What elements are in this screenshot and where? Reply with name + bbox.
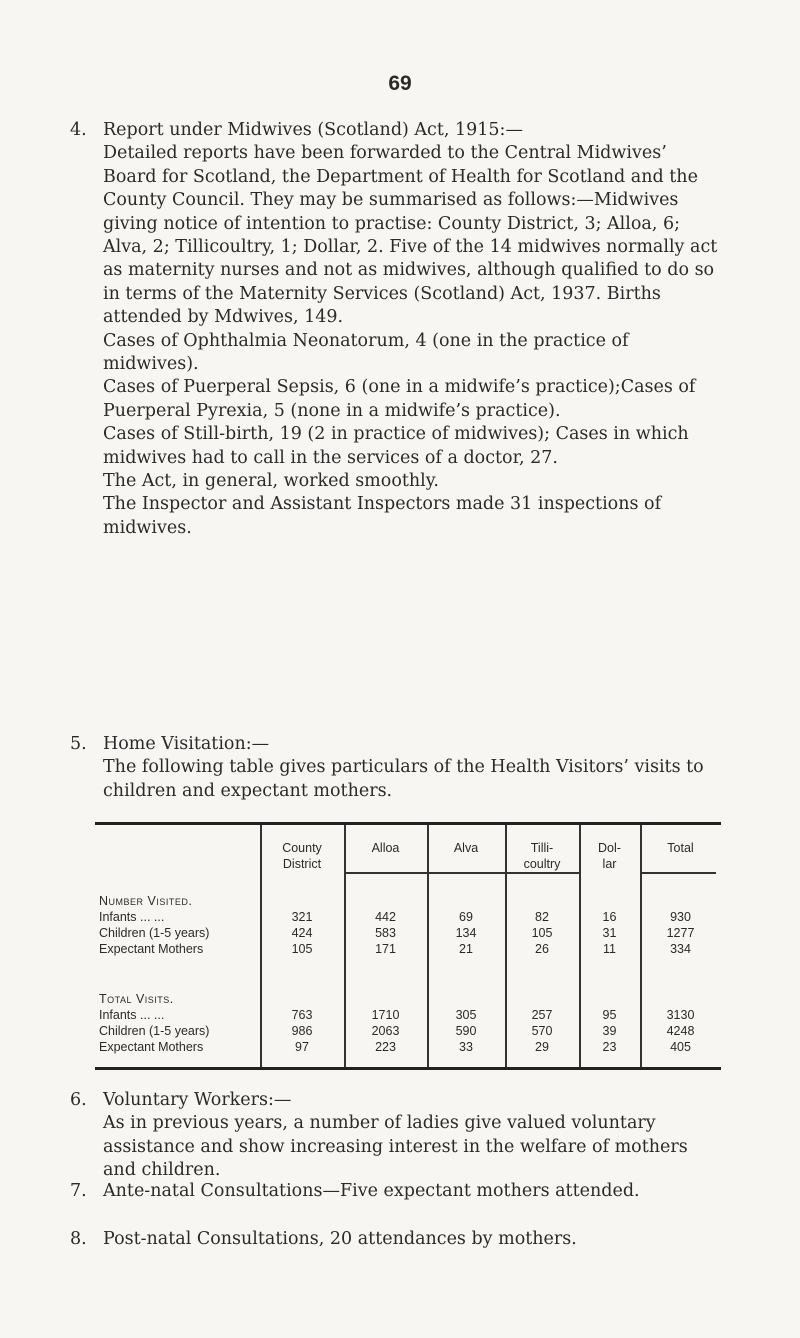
row-label: Expectant Mothers — [99, 1040, 204, 1054]
table-cell: 29 — [535, 1040, 549, 1054]
section-heading: Voluntary Workers:— — [103, 1090, 292, 1110]
col-header-alloa: Alloa — [371, 841, 400, 855]
header-rule — [640, 872, 716, 874]
table-cell: 1710 — [371, 1008, 400, 1022]
row-label: Children (1-5 years) — [99, 1024, 210, 1038]
paragraph: Cases of Ophthalmia Neonatorum, 4 (one in the practice of midwives). — [103, 330, 629, 375]
header-rule — [344, 872, 505, 874]
table-cell: 986 — [291, 1024, 313, 1038]
table-cell: 1277 — [666, 926, 695, 940]
table-cell: 570 — [531, 1024, 553, 1038]
section-body: Post-natal Consultations, 20 attendances by mothers. — [103, 1229, 577, 1249]
table-cell: 26 — [535, 942, 549, 956]
section-body — [103, 756, 720, 803]
table-cell: 4248 — [666, 1024, 695, 1038]
table-cell: 11 — [603, 942, 616, 956]
table-cell: 334 — [670, 942, 691, 956]
col-header-alva: Alva — [453, 841, 479, 855]
table-cell: 3130 — [666, 1008, 695, 1022]
col-header-dollar: Dol- lar — [598, 841, 621, 871]
row-label: Infants ... ... — [99, 1008, 165, 1022]
table-cell: 171 — [375, 942, 396, 956]
section-body — [103, 1112, 720, 1182]
row-label: Expectant Mothers — [99, 942, 204, 956]
row-label: Children (1-5 years) — [99, 926, 210, 940]
table-cell: 31 — [602, 926, 617, 940]
table-top-rule — [95, 822, 721, 825]
header-rule — [505, 872, 579, 874]
row-label: Infants ... ... — [99, 910, 165, 924]
table-cell: 405 — [670, 1040, 691, 1054]
paragraph: The following table gives particulars of the Health Visitors’ visits to children and expectant mothers. — [103, 757, 704, 801]
table-cell: 39 — [602, 1024, 617, 1038]
group-title: Total Visits. — [99, 992, 174, 1006]
table-cell: 583 — [375, 926, 396, 940]
table-cell: 763 — [291, 1008, 313, 1022]
section-body: Ante-natal Consultations—Five expectant mothers attended. — [103, 1181, 640, 1201]
paragraph: Cases of Puerperal Sepsis, 6 (one in a midwife’s practice);Cases of Puerperal Pyrexia, 5 (none in a midwife’s practice). — [103, 377, 696, 421]
section-number: 7. — [70, 1181, 87, 1201]
col-header-total: Total — [667, 841, 694, 855]
group-title: Number Visited. — [99, 894, 193, 908]
section-body — [103, 142, 720, 540]
section-number: 6. — [70, 1090, 87, 1110]
table-cell: 105 — [291, 942, 313, 956]
table-cell: 16 — [602, 910, 617, 924]
col-header-tillicoultry: Tilli- coultry — [523, 841, 561, 871]
paragraph: The Act, in general, worked smoothly. — [103, 471, 439, 492]
paragraph: Detailed reports have been forwarded to the Central Midwives’ Board for Scotland, the Department of Health for Scotland and the County Council. They may be summarised as follows:—Midwives giving notice of intention to practise: County District, 3; Alloa, 6; Alva, 2; Tillicoultry, 1; Dollar, 2. Five of the 14 midwives normally act as maternity nurses and not as midwives, although qualified to do so in terms of the Maternity Services (Scotland) Act, 1937. Births attended by Mdwives, 149. — [103, 143, 718, 328]
table-cell: 223 — [375, 1040, 396, 1054]
col-header-county: County District — [282, 841, 322, 871]
paragraph: Cases of Still-birth, 19 (2 in practice of midwives); Cases in which midwives had to call in the services of a doctor, 27. — [103, 424, 689, 468]
section-number: 4. — [70, 120, 87, 140]
table-cell: 2063 — [371, 1024, 400, 1038]
table-cell: 23 — [602, 1040, 617, 1054]
section-heading: Report under Midwives (Scotland) Act, 1915:— — [103, 120, 523, 140]
section-number: 5. — [70, 734, 87, 754]
table-cell: 97 — [295, 1040, 309, 1054]
section-number: 8. — [70, 1229, 87, 1249]
table-cell: 305 — [455, 1008, 477, 1022]
table-cell: 134 — [455, 926, 477, 940]
table-cell: 590 — [455, 1024, 477, 1038]
table-cell: 321 — [291, 910, 313, 924]
table-cell: 69 — [459, 910, 473, 924]
page-number: 69 — [388, 72, 412, 95]
table-cell: 424 — [291, 926, 313, 940]
table-cell: 95 — [602, 1008, 617, 1022]
table-cell: 33 — [459, 1040, 473, 1054]
paragraph: The Inspector and Assistant Inspectors made 31 inspections of midwives. — [103, 494, 662, 538]
section-heading: Home Visitation:— — [103, 734, 270, 754]
table-cell: 930 — [670, 910, 691, 924]
table-cell: 257 — [531, 1008, 553, 1022]
table-cell: 442 — [375, 910, 396, 924]
table-cell: 82 — [535, 910, 549, 924]
table-cell: 21 — [459, 942, 473, 956]
home-visitation-table — [95, 822, 721, 1070]
table-cell: 105 — [531, 926, 553, 940]
paragraph: As in previous years, a number of ladies give valued voluntary assistance and show increasing interest in the welfare of mothers and children. — [103, 1113, 688, 1181]
table-bottom-rule — [95, 1067, 721, 1070]
